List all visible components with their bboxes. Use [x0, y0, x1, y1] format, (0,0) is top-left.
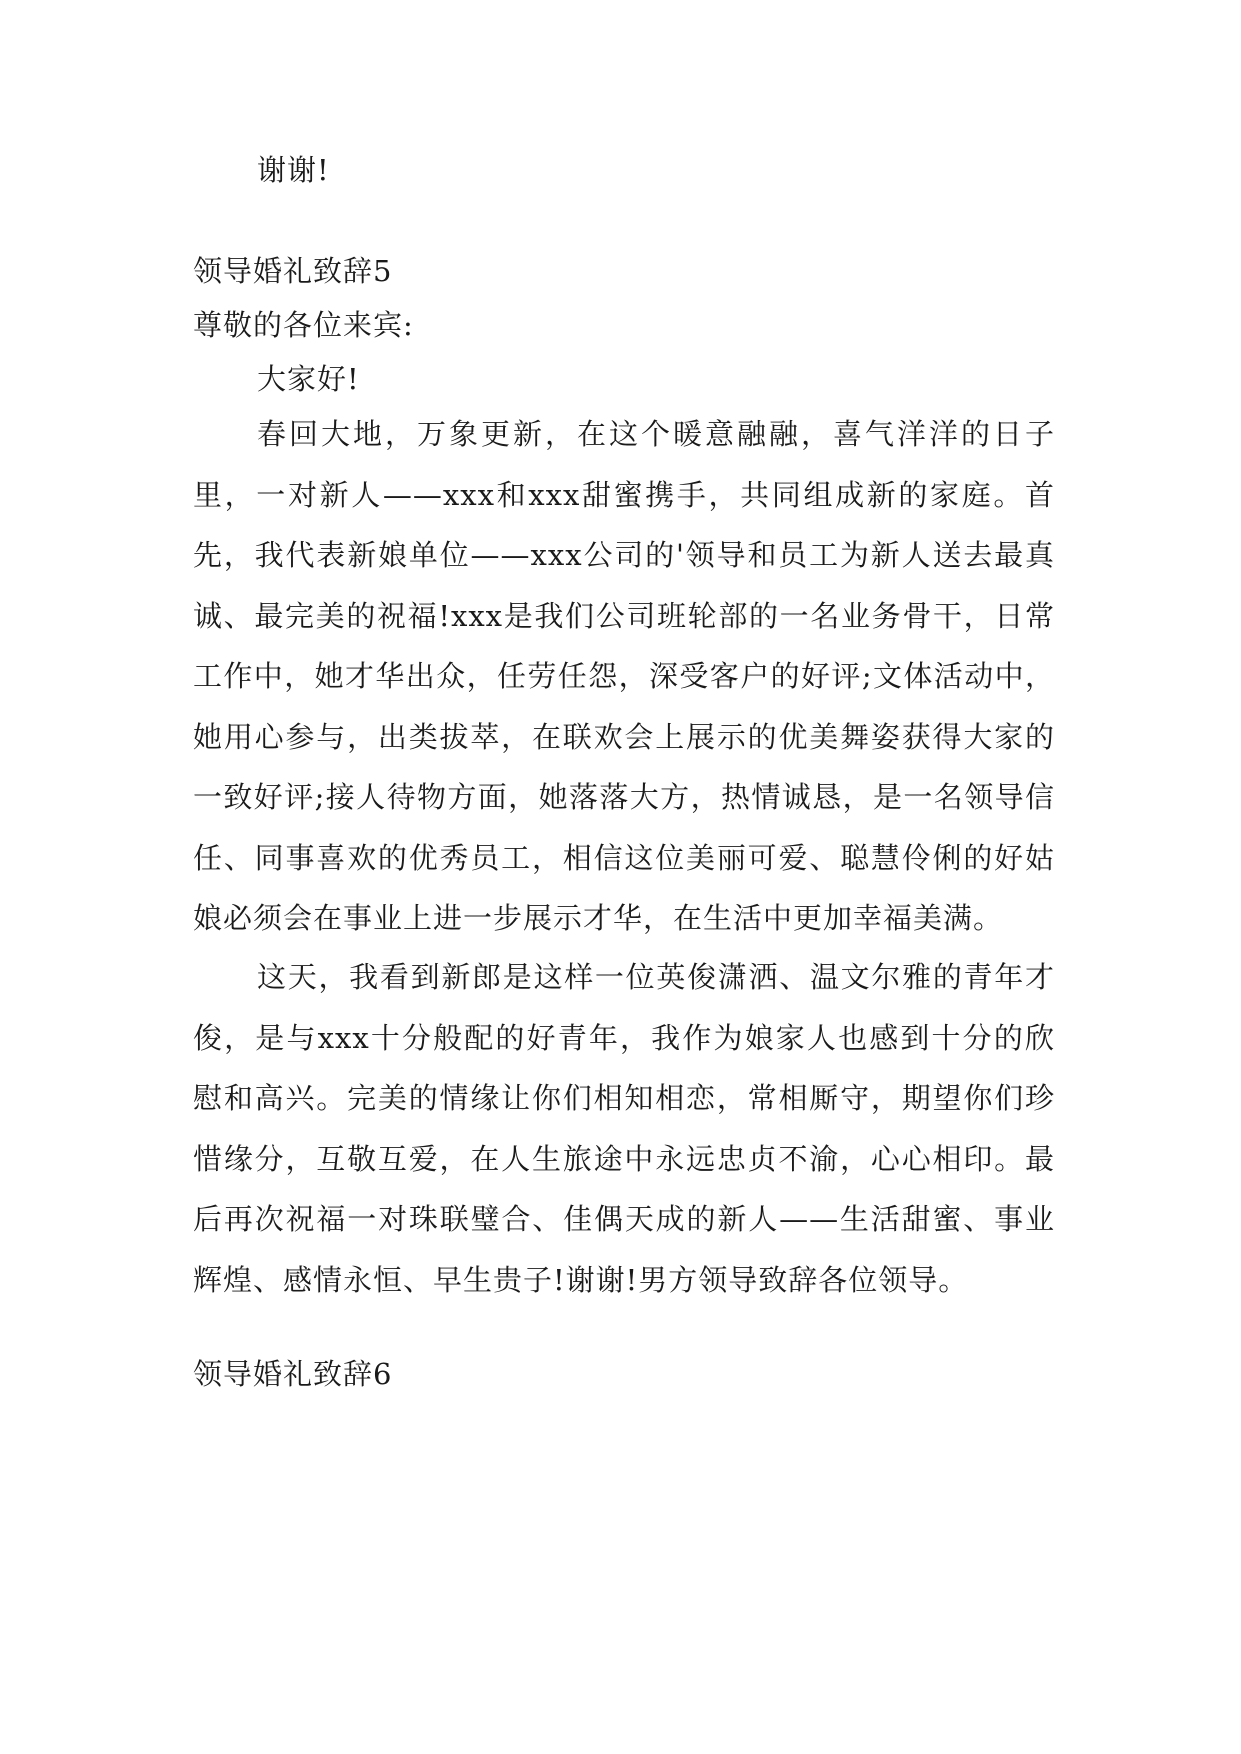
section-heading-6: 领导婚礼致辞6 — [193, 1357, 393, 1391]
salutation: 尊敬的各位来宾: — [193, 308, 414, 342]
closing-thanks: 谢谢! — [257, 153, 330, 187]
body-paragraph-2: 这天，我看到新郎是这样一位英俊潇洒、温文尔雅的青年才俊，是与xxx十分般配的好青年，我作为娘家人也感到十分的欣慰和高兴。完美的情缘让你们相知相恋，常相厮守，期望你们珍惜缘分，互敬互爱，在人生旅途中永远忠贞不渝，心心相印。最后再次祝福一对珠联璧合、佳偶天成的新人——生活甜蜜、事业辉煌、感情永恒、早生贵子!谢谢!男方领导致辞各位领导。 — [193, 960, 1055, 1297]
section-heading-5: 领导婚礼致辞5 — [193, 254, 393, 288]
greeting: 大家好! — [257, 362, 360, 396]
body-paragraph-1: 春回大地，万象更新，在这个暖意融融，喜气洋洋的日子里，一对新人——xxx和xxx甜蜜携手，共同组成新的家庭。首先，我代表新娘单位——xxx公司的'领导和员工为新人送去最真诚、最完美的祝福!xxx是我们公司班轮部的一名业务骨干，日常工作中，她才华出众，任劳任怨，深受客户的好评;文体活动中，她用心参与，出类拔萃，在联欢会上展示的优美舞姿获得大家的一致好评;接人待物方面，她落落大方，热情诚恳，是一名领导信任、同事喜欢的优秀员工，相信这位美丽可爱、聪慧伶俐的好姑娘必须会在事业上进一步展示才华，在生活中更加幸福美满。 — [193, 417, 1055, 935]
